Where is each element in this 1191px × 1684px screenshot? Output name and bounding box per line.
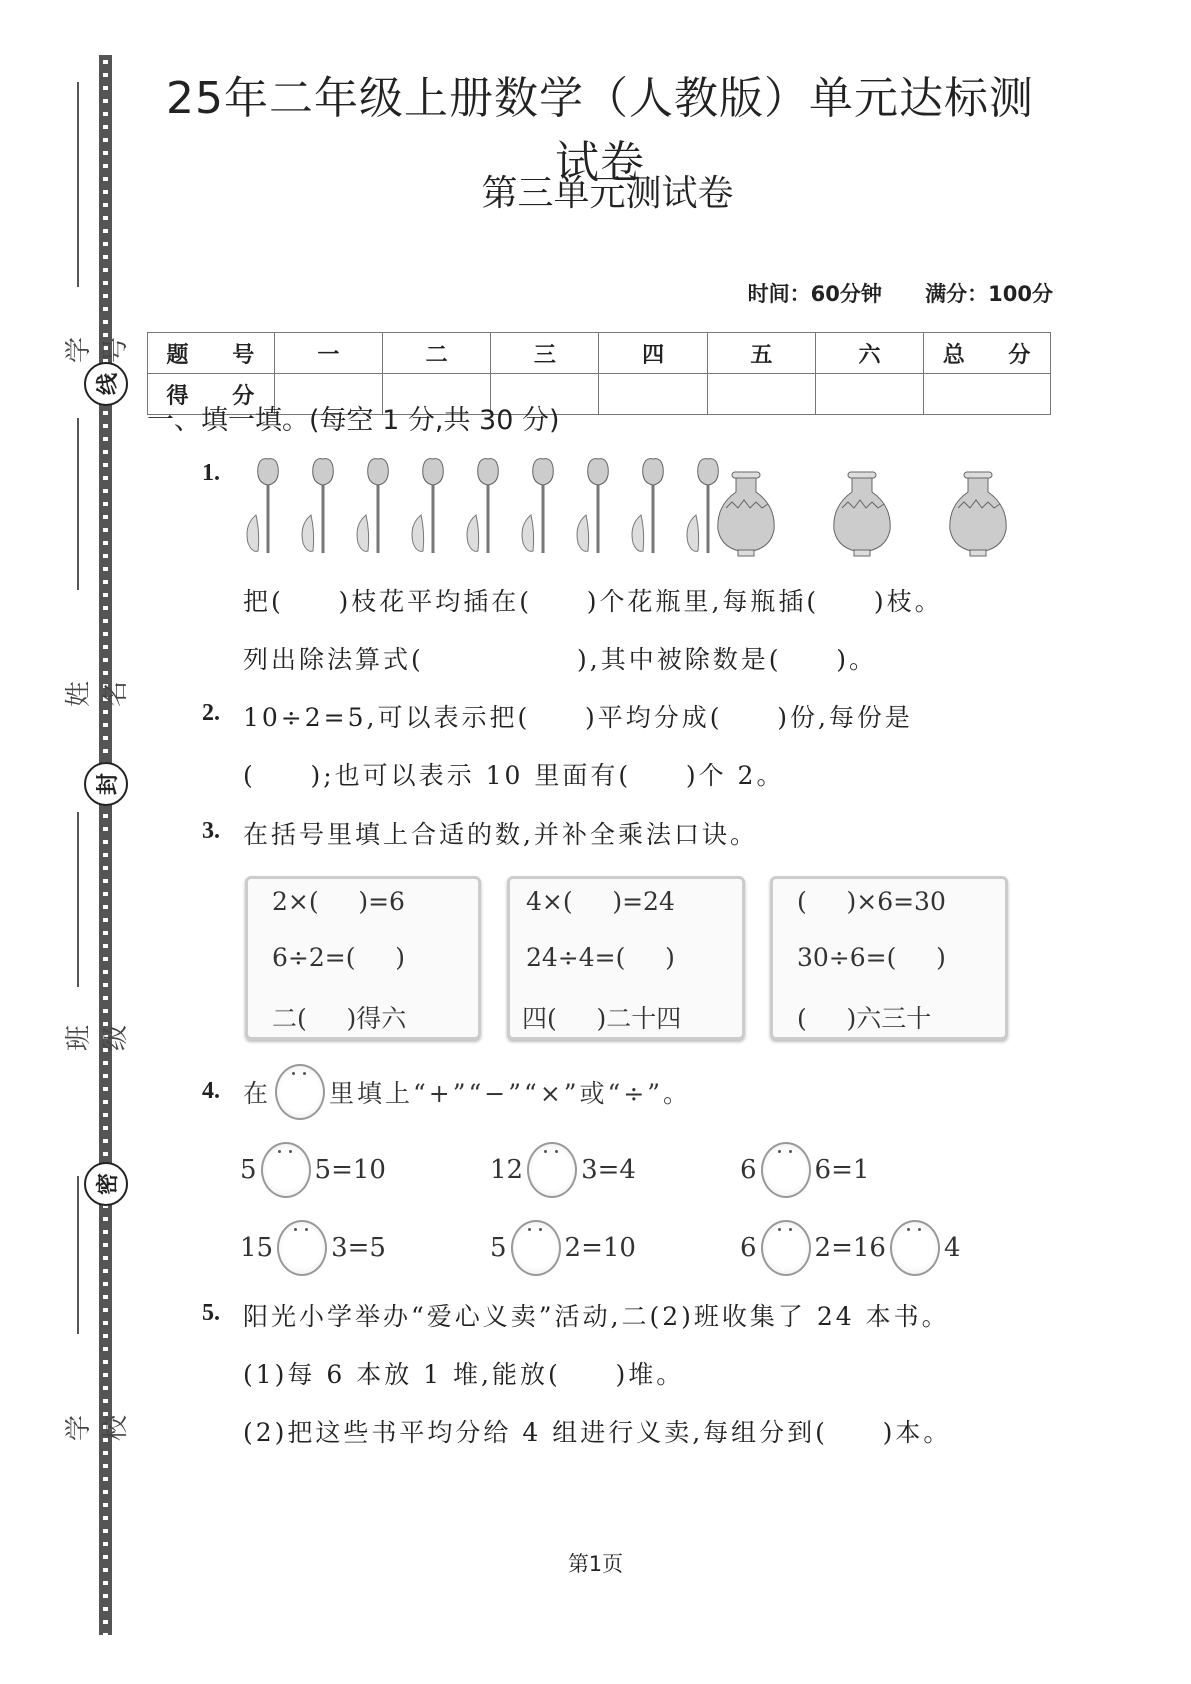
q4-item-1 (240, 1142, 386, 1198)
operand: 3=4 (581, 1155, 636, 1185)
seal-mi: 密 (84, 1162, 128, 1206)
q2-line1: 10÷2=5,可以表示把( )平均分成( )份,每份是 (243, 703, 913, 732)
q4-text-before: 在 (243, 1079, 272, 1108)
vase-icon (944, 470, 1012, 558)
cell-question-number: 题 号 (148, 333, 275, 374)
exam-time: 时间：60分钟 (747, 282, 882, 306)
label-name: 姓 名 (64, 659, 131, 708)
q4-item-4 (240, 1220, 386, 1276)
vase-icon (712, 470, 780, 558)
operand: 6 (740, 1155, 757, 1185)
book-card-2 (507, 876, 745, 1040)
tulip-icon (458, 455, 513, 555)
book-card-3 (770, 876, 1008, 1040)
operator-blank[interactable] (527, 1142, 577, 1198)
book3-row2: 30÷6=( ) (797, 943, 946, 972)
q4-item-5 (490, 1220, 636, 1276)
tulip-icon (293, 455, 348, 555)
score-input-q4[interactable] (599, 374, 707, 415)
cell-q3: 三 (491, 333, 599, 374)
operand: 6 (740, 1233, 757, 1263)
operand: 5 (490, 1233, 507, 1263)
operand: 5 (240, 1155, 257, 1185)
tulip-icon (238, 455, 293, 555)
tulip-icon (348, 455, 403, 555)
book1-row2: 6÷2=( ) (272, 943, 405, 972)
cell-score-label: 得 分 (148, 374, 275, 415)
line-segment (77, 418, 79, 590)
cell-q6: 六 (815, 333, 923, 374)
q3-text: 在括号里填上合适的数,并补全乘法口诀。 (243, 820, 758, 849)
cell-total: 总 分 (924, 333, 1051, 374)
question-number-4: 4. (202, 1078, 220, 1104)
question-number-5: 5. (202, 1300, 220, 1326)
operator-blank[interactable] (890, 1220, 940, 1276)
score-input-total[interactable] (924, 374, 1051, 415)
book-card-1 (245, 876, 481, 1040)
operand: 2=16 (814, 1233, 886, 1263)
operator-blank[interactable] (277, 1220, 327, 1276)
tulip-icon (513, 455, 568, 555)
book3-row3: ( )六三十 (797, 1004, 932, 1033)
operator-blank[interactable] (261, 1142, 311, 1198)
cell-q5: 五 (707, 333, 815, 374)
q4-instruction (243, 1064, 691, 1120)
q5-sub2: (2)把这些书平均分给 4 组进行义卖,每组分到( )本。 (243, 1418, 952, 1447)
book1-row3: 二( )得六 (272, 1004, 407, 1033)
exam-meta (712, 278, 1053, 308)
cell-q2: 二 (383, 333, 491, 374)
operator-blank[interactable] (511, 1220, 561, 1276)
q4-text-after: 里填上“+”“−”“×”或“÷”。 (329, 1079, 692, 1108)
book2-row3: 四( )二十四 (522, 1004, 682, 1033)
label-school: 学 校 (64, 1393, 131, 1442)
student-id-line (77, 82, 79, 287)
page-subtitle: 第三单元测试卷 (481, 173, 734, 214)
book2-row1: 4×( )=24 (526, 887, 675, 916)
question-number-2: 2. (202, 700, 220, 726)
label-class: 班 级 (64, 1003, 131, 1052)
tulip-icon (568, 455, 623, 555)
operator-blank[interactable] (761, 1142, 811, 1198)
book2-row2: 24÷4=( ) (526, 943, 675, 972)
q4-item-2 (490, 1142, 636, 1198)
class-line (77, 1176, 79, 1334)
cell-q1: 一 (274, 333, 382, 374)
exam-full-score: 满分：100分 (925, 282, 1053, 306)
score-table-header-row (148, 333, 1051, 374)
seal-xian: 线 (84, 362, 128, 406)
name-line (77, 812, 79, 987)
cell-q4: 四 (599, 333, 707, 374)
q1-line2: 列出除法算式( ),其中被除数是( )。 (243, 645, 877, 674)
vase-row (712, 470, 1012, 558)
page-number: 第1页 (567, 1552, 624, 1576)
score-input-q6[interactable] (815, 374, 923, 415)
tulip-icon (623, 455, 678, 555)
q4-item-3 (740, 1142, 869, 1198)
book1-row1: 2×( )=6 (272, 887, 405, 916)
q2-line2: ( );也可以表示 10 里面有( )个 2。 (243, 761, 785, 790)
operator-circle-icon (275, 1064, 325, 1120)
q1-line1: 把( )枝花平均插在( )个花瓶里,每瓶插( )枝。 (243, 587, 943, 616)
q5-text: 阳光小学举办“爱心义卖”活动,二(2)班收集了 24 本书。 (243, 1302, 950, 1331)
tulip-icon (403, 455, 458, 555)
operand: 5=10 (314, 1155, 386, 1185)
page-title: 25年二年级上册数学（人教版）单元达标测试卷 (166, 73, 1034, 188)
book3-row1: ( )×6=30 (797, 887, 946, 916)
operand: 15 (240, 1233, 274, 1263)
operand: 2=10 (564, 1233, 636, 1263)
tulip-row (238, 455, 733, 565)
q5-sub1: (1)每 6 本放 1 堆,能放( )堆。 (243, 1360, 685, 1389)
q4-item-6 (740, 1220, 961, 1276)
question-number-1: 1. (202, 460, 220, 486)
question-number-3: 3. (202, 818, 220, 844)
operator-blank[interactable] (761, 1220, 811, 1276)
vase-icon (828, 470, 896, 558)
operand: 12 (490, 1155, 524, 1185)
operand: 3=5 (331, 1233, 386, 1263)
seal-feng: 封 (84, 762, 128, 806)
operand: 4 (943, 1233, 961, 1263)
score-input-q5[interactable] (707, 374, 815, 415)
operand: 6=1 (814, 1155, 870, 1185)
label-student-id: 学 号 (64, 315, 131, 364)
section-heading: 一、填一填。(每空 1 分,共 30 分) (147, 405, 560, 436)
